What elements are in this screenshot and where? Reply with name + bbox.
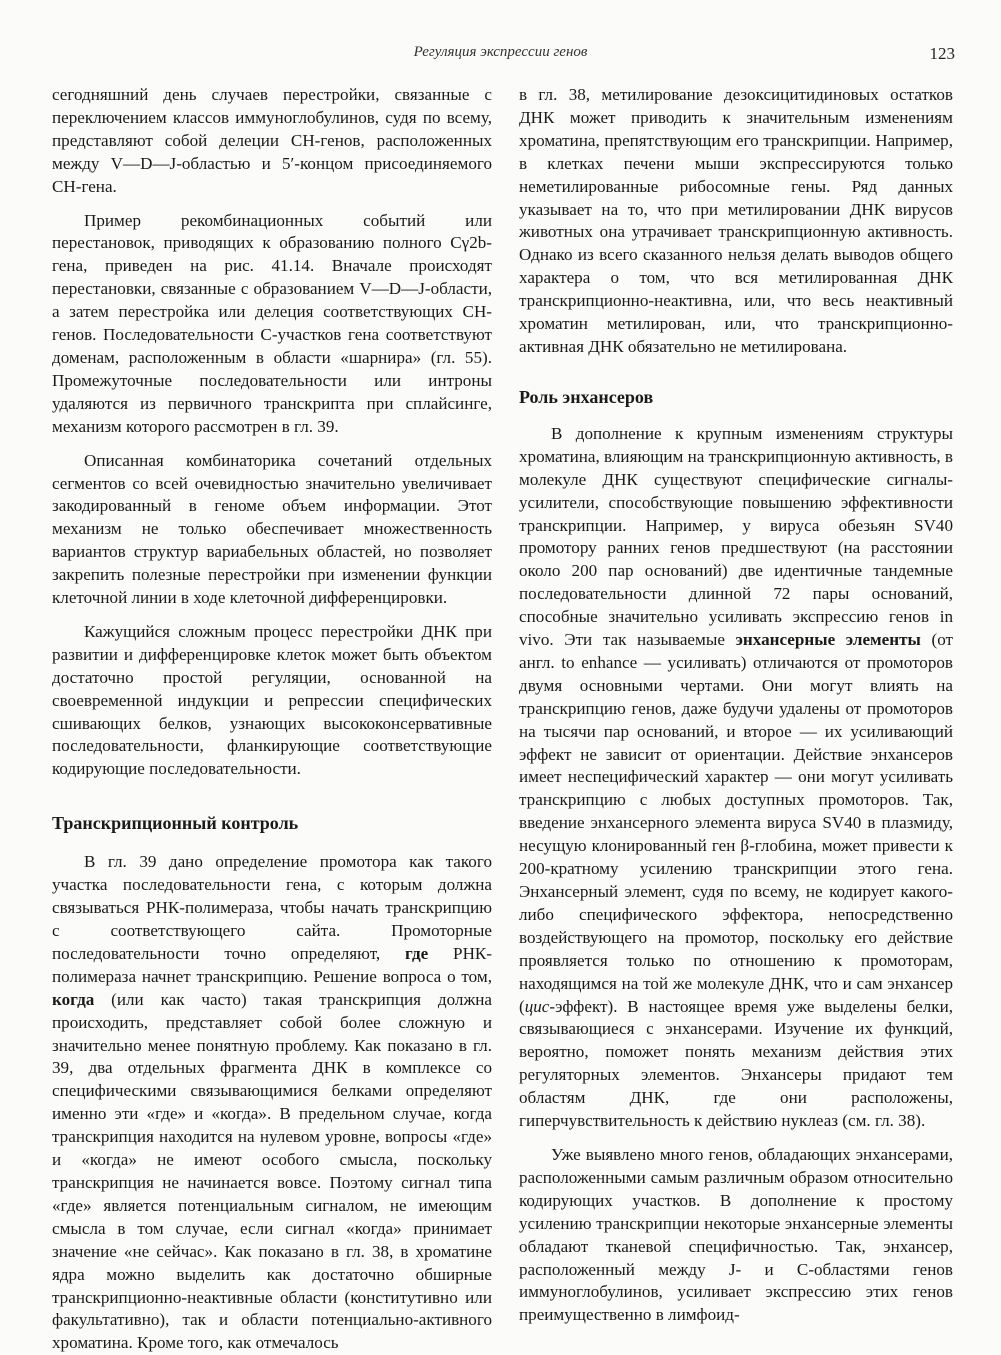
section-heading: Транскрипционный контроль [52, 813, 299, 834]
running-title: Регуляция экспрессии генов [413, 44, 588, 60]
page-number: 123 [929, 44, 955, 63]
paragraph: Описанная комбинаторика сочетаний отдельных сегментов со всей очевидностью значительно увеличивает закодированный в геноме объем информации. Этот механизм не только обеспечивает множественность вариантов структур вариабельных областей, но позволяет закрепить полезные перестройки при изменении функции клеточной линии в ходе клеточной дифференцировки. [52, 450, 492, 608]
text-run: (от англ. to enhance — усиливать) отличаются от промоторов двумя основными чертами. Они могут влиять на транскрипцию генов, даже будучи удалены от промоторов на тысячи пар оснований, и второе — их усиливающий эффект не зависит от ориентации. Действие энхансеров имеет неспецифический характер — они могут усиливать транскрипцию с любых доступных промоторов. Так, введение энхансерного элемента вируса SV40 в плазмиду, несущую клонированный ген β-глобина, может привести к 200-кратному усилению транскрипции этого гена. Энхансерный элемент, судя по всему, не кодирует какого-либо специфического эффектора, непосредственно воздействующего на промотор, поскольку его действие проявляется только по отношению к промоторам, находящимся на той же молекуле ДНК, что и сам энхансер ( [519, 630, 953, 1016]
text-run: РНК-полимераза начнет транскрипцию. Решение вопроса о том, [52, 943, 493, 986]
text-run: (или как часто) такая транскрипция должна происходить, представляет собой более сложную и значительно менее понятную проблему. Как показано в гл. 39, два отдельных фрагмента ДНК в комплексе со специфическими связывающимися белками определяют именно эти «где» и «когда». В предельном случае, когда транскрипция находится на нулевом уровне, вопросы «где» и «когда» не имеют особого смысла, поскольку транскрипция не начинается вовсе. Поэтому сигнал типа «где» является потенциальным сигналом, не имеющим смысла в том случае, если сигнал «когда» принимает значение «не сейчас». Как показано в гл. 38, в хроматине ядра можно выделить как достаточно обширные транскрипционно-неактивные области (конститутивно или факультативно), так и области потенциально-активного хроматина. Кроме того, как отмечалось [52, 989, 492, 1353]
text-run: -эффект). В настоящее время уже выделены белки, связывающиеся с энхансерами. Изучение их функций, вероятно, поможет понять механизм действия этих регуляторных элементов. Энхансеры придают тем областям ДНК, где они расположены, гиперчувствительность к действию нуклеаз (см. гл. 38). [519, 996, 953, 1131]
paragraph: Пример рекомбинационных событий или перестановок, приводящих к образованию полного Cγ2b-гена, приведен на рис. 41.14. Вначале происходят перестановки, связанные с образованием V—D—J-области, а затем перестройка или делеция соответствующих CH-генов. Последовательности C-участков гена соответствуют доменам, расположенным в области «шарнира» (гл. 55). Промежуточные последовательности или интроны удаляются из первичного транскрипта при сплайсинге, механизм которого рассмотрен в гл. 39. [52, 210, 492, 436]
right-column [519, 84, 953, 1327]
emphasis-when: когда [52, 989, 95, 1009]
left-column [52, 84, 492, 1355]
paragraph: Уже выявлено много генов, обладающих энхансерами, расположенными самым различным образом относительно кодирующих участков. В дополнение к простому усилению транскрипции некоторые энхансерные элементы обладают тканевой специфичностью. Так, энхансер, расположенный между J- и C-областями генов иммуноглобулинов, усиливает экспрессию этих генов преимущественно в лимфоид- [519, 1144, 953, 1325]
paragraph [519, 423, 953, 1133]
paragraph: в гл. 38, метилирование дезоксицитидиновых остатков ДНК может приводить к значительным изменениям хроматина, препятствующим его транскрипции. Например, в клетках печени мыши экспрессируются только неметилированные рибосомные гены. Ряд данных указывает на то, что при метилировании ДНК вирусов животных она утрачивает транскрипционную активность. Однако из всего сказанного нельзя делать выводов общего характера о том, что вся метилированная ДНК транскрипционно-неактивна, или, что весь неактивный хроматин метилирован, или, что транскрипционно-активная ДНК обязательно не метилирована. [519, 85, 953, 356]
paragraph: сегодняшний день случаев перестройки, связанные с переключением классов иммуноглобулинов, судя по всему, представляют собой делеции CH-генов, расположенных между V—D—J-областью и 5′-концом присоединяемого CH-гена. [52, 85, 492, 196]
emphasis-where: где [405, 943, 429, 963]
term-enhancer-elements: энхансерные элементы [735, 630, 921, 650]
emphasis-cis: цис [524, 996, 550, 1016]
text-run: В дополнение к крупным изменениям структуры хроматина, влияющим на транскрипционную активность, в молекуле ДНК существуют специфические сигналы-усилители, способствующие повышению эффективности транскрипции. Например, у вируса обезьян SV40 промотору ранних генов предшествуют (на расстоянии около 200 пар оснований) две идентичные тандемные последовательности длинной 72 пары оснований, способные значительно усиливать экспрессию генов in vivo. Эти так называемые [519, 423, 953, 650]
paragraph [52, 851, 492, 1355]
paragraph: Кажущийся сложным процесс перестройки ДНК при развитии и дифференцировке клеток может быть объектом достаточно простой регуляции, основанной на своевременной индукции и репрессии специфических сшивающих белков, узнающих высококонсервативные последовательности, фланкирующие соответствующие кодирующие последовательности. [52, 621, 492, 779]
section-heading: Роль энхансеров [519, 386, 654, 407]
text-run: В гл. 39 дано определение промотора как такого участка последовательности гена, с которым должна связываться РНК-полимераза, чтобы начать транскрипцию с соответствующего сайта. Промоторные последовательности точно определяют, [52, 852, 492, 963]
